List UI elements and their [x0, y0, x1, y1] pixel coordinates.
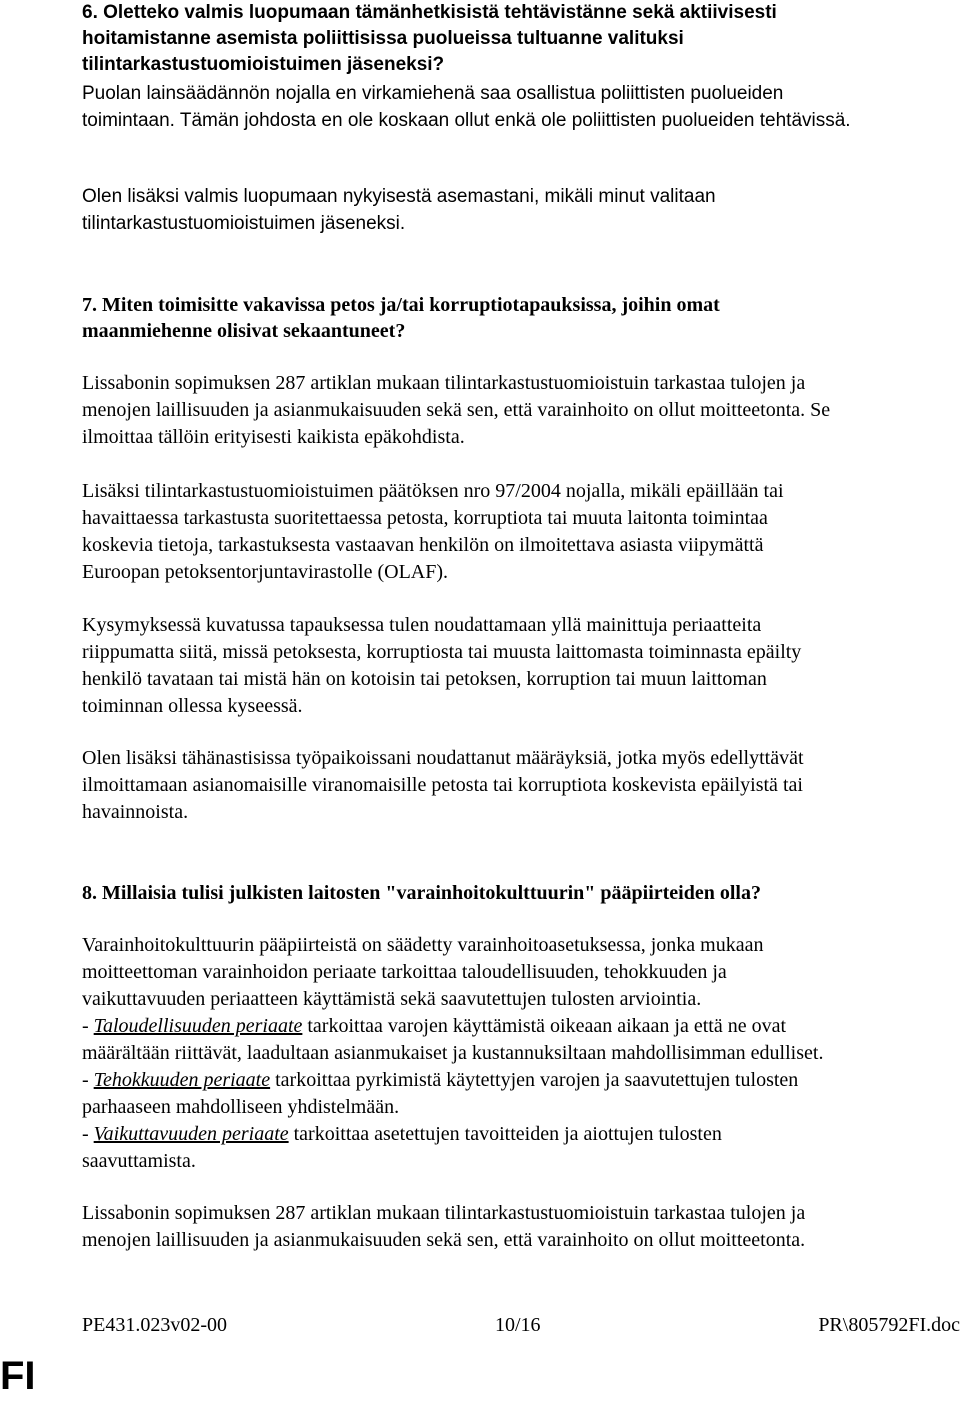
q7-paragraph-1: [82, 370, 934, 451]
text-line: Varainhoitokulttuurin pääpiirteistä on säädetty varainhoitoasetuksessa, jonka mukaan: [82, 934, 764, 956]
text-line: parhaaseen mahdolliseen yhdistelmään.: [82, 1096, 400, 1118]
page-number: 10/16: [495, 1314, 541, 1336]
text-line: Lisäksi tilintarkastustuomioistuimen päätöksen nro 97/2004 nojalla, mikäli epäillään tai: [82, 480, 784, 502]
heading-line: 7. Miten toimisitte vakavissa petos ja/tai korruptiotapauksissa, joihin omat: [82, 294, 720, 316]
principle-text: tarkoittaa varojen käyttämistä oikeaan aikaan ja että ne ovat: [302, 1015, 787, 1037]
text-line: Olen lisäksi tähänastisissa työpaikoissani noudattanut määräyksiä, jotka myös edellyttävät: [82, 747, 804, 769]
principle-term: Vaikuttavuuden periaate: [93, 1123, 289, 1145]
heading-line: hoitamistanne asemista poliittisissa puolueissa tultuanne valituksi: [82, 28, 684, 49]
text-line: Kysymyksessä kuvatussa tapauksessa tulen noudattamaan yllä mainittuja periaatteita: [82, 614, 762, 636]
heading-line: 8. Millaisia tulisi julkisten laitosten "varainhoitokulttuurin" pääpiirteiden olla?: [82, 882, 761, 904]
q6-paragraph-2: [82, 183, 934, 237]
heading-line: maanmiehenne olisivat sekaantuneet?: [82, 320, 406, 342]
principle-text: tarkoittaa pyrkimistä käytettyjen varojen ja saavutettujen tulosten: [270, 1069, 799, 1091]
q7-paragraph-2: [82, 478, 934, 586]
q8-closing: [82, 1200, 934, 1254]
q8-intro: [82, 932, 934, 1175]
q6-paragraph-1: [82, 80, 934, 134]
text-line: saavuttamista.: [82, 1150, 196, 1172]
dash: -: [82, 1015, 94, 1037]
text-line: Lissabonin sopimuksen 287 artiklan mukaan tilintarkastustuomioistuin tarkastaa tulojen ja: [82, 1202, 806, 1224]
text-line: toimintaan. Tämän johdosta en ole koskaan ollut enkä ole poliittisten puolueiden tehtävissä.: [82, 110, 851, 131]
question-6-heading: [82, 0, 934, 78]
file-name: PR\805792FI.doc: [818, 1314, 960, 1336]
text-line: määrältään riittävät, laadultaan asianmukaiset ja kustannuksiltaan mahdollisimman edulliset.: [82, 1042, 824, 1064]
text-line: koskevia tietoja, tarkastuksesta vastaavan henkilön on ilmoitettava asiasta viipymättä: [82, 534, 764, 556]
text-line: havainnoista.: [82, 801, 189, 823]
text-line: menojen laillisuuden ja asianmukaisuuden sekä sen, että varainhoito on ollut moitteetonta.: [82, 1229, 806, 1251]
text-line: ilmoittamaan asianomaisille viranomaisille petosta tai korruptiota koskevista epäilyistä tai: [82, 774, 803, 796]
heading-line: tilintarkastustuomioistuimen jäseneksi?: [82, 54, 445, 75]
language-code: FI: [0, 1354, 36, 1398]
text-line: menojen laillisuuden ja asianmukaisuuden sekä sen, että varainhoito on ollut moitteetonta. Se: [82, 399, 831, 421]
text-line: Lissabonin sopimuksen 287 artiklan mukaan tilintarkastustuomioistuin tarkastaa tulojen ja: [82, 372, 806, 394]
dash: -: [82, 1123, 94, 1145]
text-line: Puolan lainsäädännön nojalla en virkamiehenä saa osallistua poliittisten puolueiden: [82, 83, 784, 104]
text-line: vaikuttavuuden periaatteen käyttämistä sekä saavutettujen tulosten arviointia.: [82, 988, 702, 1010]
principle-efficiency: [82, 1067, 934, 1094]
text-line: henkilö tavataan tai mistä hän on kotoisin tai petoksen, korruption tai muun laittoman: [82, 668, 767, 690]
question-8-heading: [82, 880, 934, 906]
text-line: toiminnan ollessa kyseessä.: [82, 695, 303, 717]
text-line: ilmoittaa tällöin erityisesti kaikista epäkohdista.: [82, 426, 465, 448]
text-line: riippumatta siitä, missä petoksesta, korruptiosta tai muusta laittomasta toiminnasta epäilty: [82, 641, 802, 663]
q7-paragraph-3: [82, 612, 934, 720]
document-reference: PE431.023v02-00: [82, 1314, 227, 1336]
principle-economy: [82, 1013, 934, 1040]
heading-line: 6. Oletteko valmis luopumaan tämänhetkisistä tehtävistänne sekä aktiivisesti: [82, 2, 777, 23]
text-line: Olen lisäksi valmis luopumaan nykyisestä asemastani, mikäli minut valitaan: [82, 186, 716, 207]
dash: -: [82, 1069, 94, 1091]
text-line: moitteettoman varainhoidon periaate tarkoittaa taloudellisuuden, tehokkuuden ja: [82, 961, 727, 983]
q7-paragraph-4: [82, 745, 934, 826]
principle-term: Taloudellisuuden periaate: [93, 1015, 303, 1037]
principle-text: tarkoittaa asetettujen tavoitteiden ja aiottujen tulosten: [288, 1123, 722, 1145]
question-7-heading: [82, 292, 934, 344]
principle-term: Tehokkuuden periaate: [93, 1069, 271, 1091]
text-line: tilintarkastustuomioistuimen jäseneksi.: [82, 213, 406, 234]
text-line: havaittaessa tarkastusta suoritettaessa petosta, korruptiota tai muuta laitonta toimintaa: [82, 507, 768, 529]
principle-effectiveness: [82, 1121, 934, 1148]
text-line: Euroopan petoksentorjuntavirastolle (OLAF).: [82, 561, 449, 583]
